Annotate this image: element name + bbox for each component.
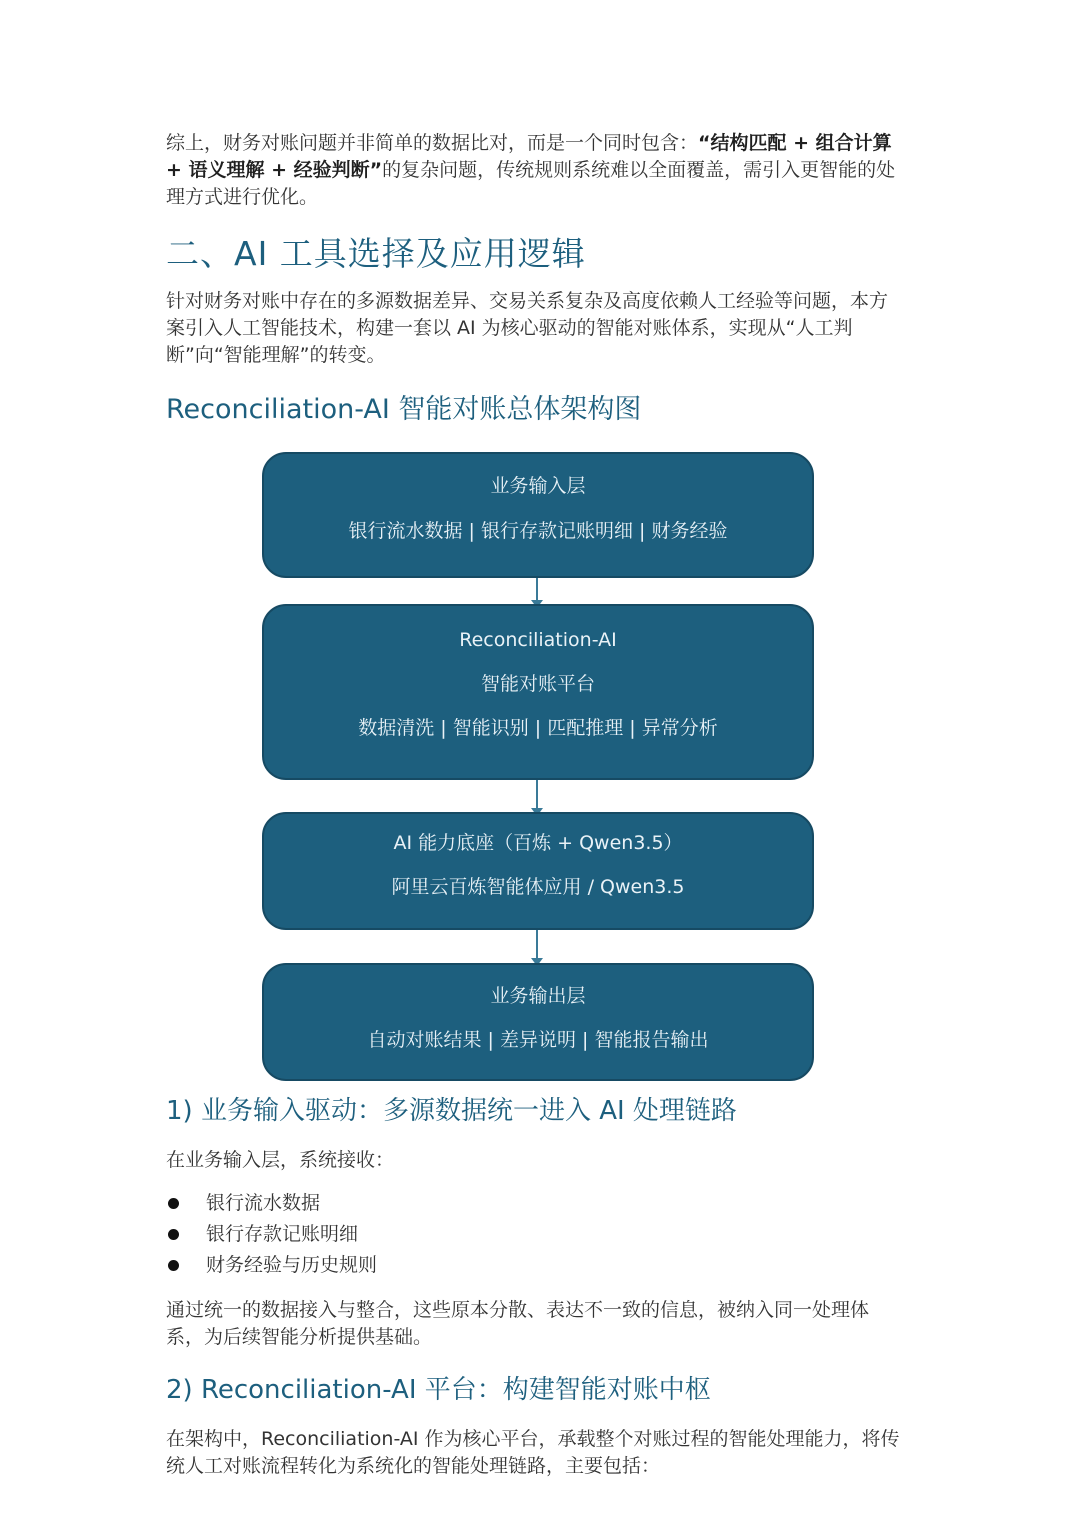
layer-detail: 银行流水数据 | 银行存款记账明细 | 财务经验 <box>348 520 728 542</box>
subsection-2-heading: 2) Reconciliation-AI 平台：构建智能对账中枢 <box>166 1375 711 1405</box>
list-item-text: 财务经验与历史规则 <box>206 1254 378 1276</box>
layer-detail: 数据清洗 | 智能识别 | 匹配推理 | 异常分析 <box>358 717 718 739</box>
list-item-text: 银行流水数据 <box>206 1192 321 1214</box>
layer-title: 业务输出层 <box>490 985 586 1007</box>
subsection-1-paragraph: 通过统一的数据接入与整合，这些原本分散、表达不一致的信息，被纳入同一处理体系，为后续智能分析提供基础。 <box>166 1299 870 1348</box>
layer-box-ai-foundation <box>262 812 814 930</box>
section-2-heading: 二、AI 工具选择及应用逻辑 <box>166 234 586 273</box>
layer-title: Reconciliation-AI <box>459 629 617 651</box>
section-2-paragraph: 针对财务对账中存在的多源数据差异、交易关系复杂及高度依赖人工经验等问题，本方案引入人工智能技术，构建一套以 AI 为核心驱动的智能对账体系，实现从“人工判断”向“智能理解”的转变。 <box>166 290 889 366</box>
layer-detail: 阿里云百炼智能体应用 / Qwen3.5 <box>391 876 685 898</box>
intro-paragraph <box>166 130 906 211</box>
flow-arrow <box>536 578 538 602</box>
bullet-icon <box>168 1260 179 1271</box>
list-item <box>166 1219 906 1250</box>
layer-box-output <box>262 963 814 1081</box>
diagram-title: Reconciliation-AI 智能对账总体架构图 <box>166 394 642 425</box>
layer-detail: 自动对账结果 | 差异说明 | 智能报告输出 <box>367 1029 709 1051</box>
intro-text-post: 的复杂问题，传统规则系统难以全面覆盖，需引入更智能的处理方式进行优化。 <box>166 159 896 208</box>
subsection-1-lead: 在业务输入层，系统接收： <box>166 1149 395 1171</box>
layer-title: AI 能力底座（百炼 + Qwen3.5） <box>393 832 683 854</box>
intro-text-bold: “结构匹配 + 组合计算 + 语义理解 + 经验判断” <box>166 132 892 181</box>
input-source-list <box>166 1188 906 1281</box>
list-item-text: 银行存款记账明细 <box>206 1223 359 1245</box>
list-item <box>166 1188 906 1219</box>
bullet-icon <box>168 1229 179 1240</box>
list-item <box>166 1250 906 1281</box>
layer-box-platform <box>262 604 814 780</box>
subsection-1-heading: 1) 业务输入驱动：多源数据统一进入 AI 处理链路 <box>166 1096 737 1126</box>
flow-arrow <box>536 930 538 960</box>
layer-title: 业务输入层 <box>490 475 586 497</box>
layer-box-input <box>262 452 814 578</box>
layer-subtitle: 智能对账平台 <box>480 673 595 695</box>
subsection-2-paragraph: 在架构中，Reconciliation-AI 作为核心平台，承载整个对账过程的智能处理能力，将传统人工对账流程转化为系统化的智能处理链路，主要包括： <box>166 1428 900 1477</box>
flow-arrow <box>536 780 538 810</box>
bullet-icon <box>168 1198 179 1209</box>
intro-text-pre: 综上，财务对账问题并非简单的数据比对，而是一个同时包含： <box>166 132 699 154</box>
